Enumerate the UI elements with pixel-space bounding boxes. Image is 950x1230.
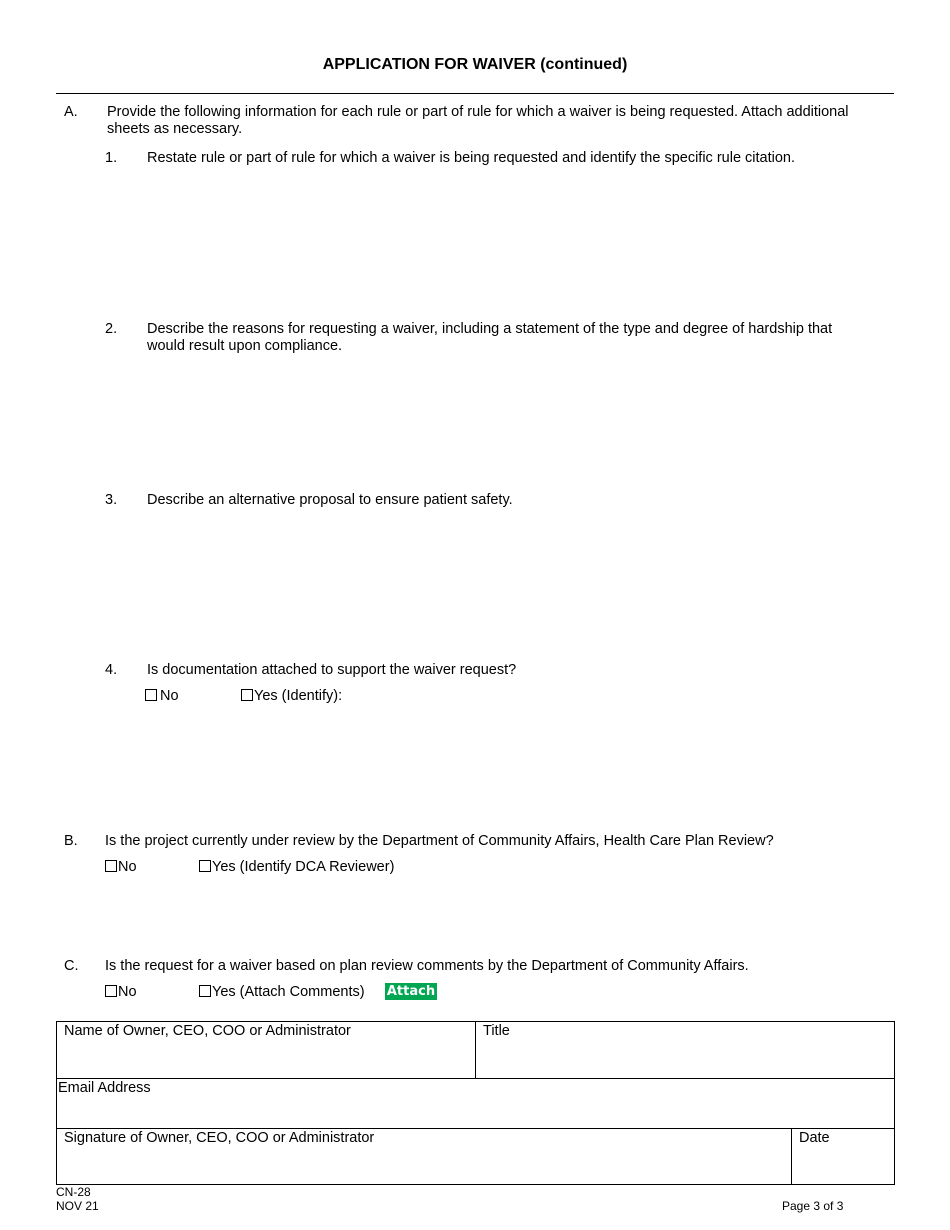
email-label: Email Address bbox=[58, 1080, 151, 1096]
section-c-no-checkbox[interactable] bbox=[105, 985, 117, 997]
item-4-no-checkbox[interactable] bbox=[145, 689, 157, 701]
section-b-text: Is the project currently under review by the Department of Community Affairs, Health Care Plan Review? bbox=[105, 833, 774, 849]
signature-label: Signature of Owner, CEO, COO or Administrator bbox=[64, 1130, 375, 1146]
section-b-yes-checkbox[interactable] bbox=[199, 860, 211, 872]
section-c-text: Is the request for a waiver based on plan review comments by the Department of Community Affairs. bbox=[105, 958, 749, 974]
section-c-letter: C. bbox=[64, 958, 79, 974]
section-a-text-line2: sheets as necessary. bbox=[107, 121, 243, 137]
form-code: CN-28 bbox=[56, 1185, 91, 1199]
form-revision: NOV 21 bbox=[56, 1199, 99, 1213]
section-a-letter: A. bbox=[64, 104, 78, 120]
section-b-yes-option[interactable] bbox=[199, 859, 394, 875]
item-4-text: Is documentation attached to support the waiver request? bbox=[147, 662, 517, 678]
item-2-text bbox=[147, 321, 887, 355]
section-b-letter: B. bbox=[64, 833, 78, 849]
item-2-number: 2. bbox=[105, 321, 118, 337]
item-3-text: Describe an alternative proposal to ensure patient safety. bbox=[147, 492, 513, 508]
signature-cell[interactable] bbox=[57, 1129, 792, 1185]
item-3-number: 3. bbox=[105, 492, 118, 508]
email-cell[interactable] bbox=[57, 1079, 895, 1129]
attach-button[interactable]: Attach bbox=[386, 984, 436, 999]
date-label: Date bbox=[798, 1130, 830, 1146]
owner-name-cell[interactable] bbox=[57, 1022, 476, 1079]
section-a-text bbox=[107, 104, 897, 138]
title-label: Title bbox=[483, 1023, 510, 1039]
title-divider bbox=[56, 93, 894, 94]
item-4-yes-option[interactable] bbox=[241, 688, 342, 704]
item-2-text-line2: would result upon compliance. bbox=[147, 338, 343, 354]
section-b-no-checkbox[interactable] bbox=[105, 860, 117, 872]
title-cell[interactable] bbox=[476, 1022, 895, 1079]
section-b-yes-label: Yes (Identify DCA Reviewer) bbox=[212, 859, 395, 875]
item-4-no-label: No bbox=[160, 688, 179, 704]
section-b-no-option[interactable] bbox=[105, 859, 137, 875]
item-3-response-field[interactable] bbox=[147, 514, 891, 658]
signature-table bbox=[56, 1021, 895, 1185]
date-cell[interactable] bbox=[791, 1129, 894, 1185]
item-4-number: 4. bbox=[105, 662, 118, 678]
section-c-no-label: No bbox=[118, 984, 137, 1000]
page-number: Page 3 of 3 bbox=[782, 1199, 844, 1213]
page-title: APPLICATION FOR WAIVER (continued) bbox=[322, 56, 628, 73]
item-2-text-line1: Describe the reasons for requesting a waiver, including a statement of the type and degree of hardship that bbox=[147, 321, 833, 337]
item-4-no-option[interactable] bbox=[145, 688, 179, 704]
item-1-number: 1. bbox=[105, 150, 118, 166]
section-a-text-line1: Provide the following information for each rule or part of rule for which a waiver is being requested. Attach additional bbox=[107, 104, 849, 120]
section-c-yes-label: Yes (Attach Comments) bbox=[212, 984, 365, 1000]
section-c-yes-checkbox[interactable] bbox=[199, 985, 211, 997]
section-b-no-label: No bbox=[118, 859, 137, 875]
section-c-no-option[interactable] bbox=[105, 984, 137, 1000]
item-4-yes-label: Yes (Identify): bbox=[254, 688, 343, 704]
item-2-response-field[interactable] bbox=[147, 360, 891, 486]
item-1-text: Restate rule or part of rule for which a waiver is being requested and identify the specific rule citation. bbox=[147, 150, 796, 166]
section-c-yes-option[interactable] bbox=[199, 984, 365, 1000]
item-4-yes-checkbox[interactable] bbox=[241, 689, 253, 701]
item-1-response-field[interactable] bbox=[147, 172, 891, 316]
owner-name-label: Name of Owner, CEO, COO or Administrator bbox=[64, 1023, 351, 1039]
